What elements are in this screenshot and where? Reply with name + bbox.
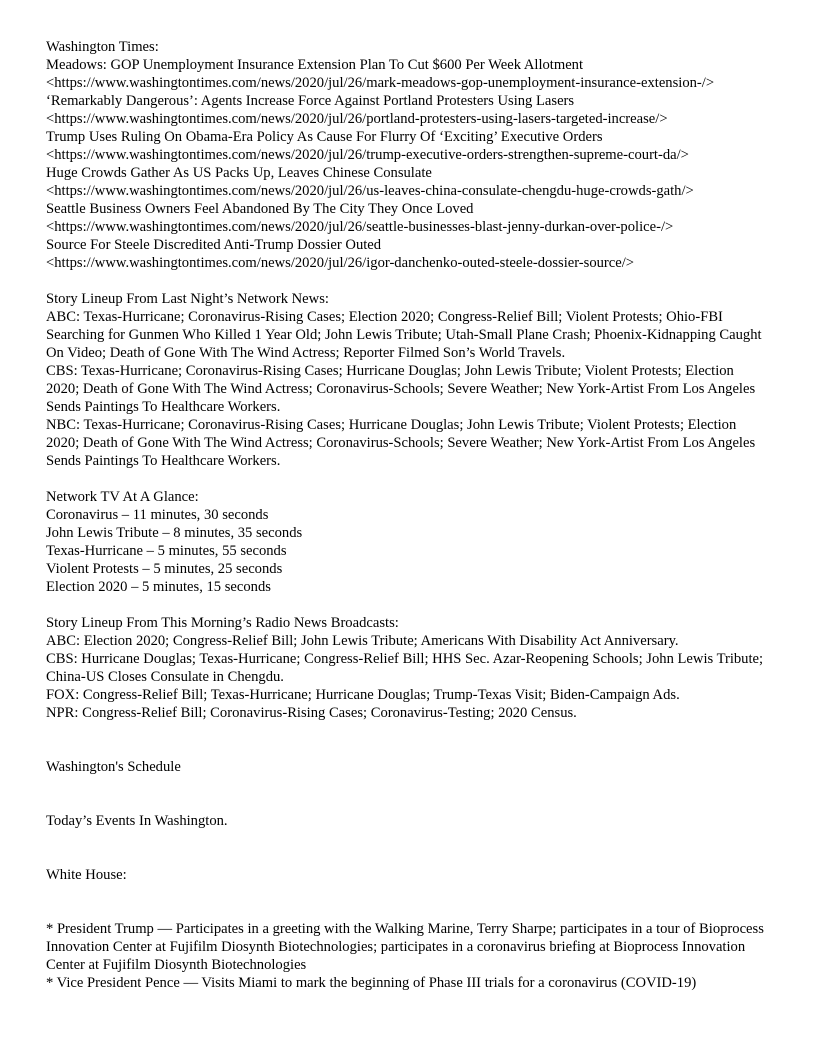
radio-npr: NPR: Congress-Relief Bill; Coronavirus-Rising Cases; Coronavirus-Testing; 2020 Census. [46, 705, 577, 721]
white-house-events [46, 920, 770, 992]
headline-title: Seattle Business Owners Feel Abandoned By The City They Once Loved [46, 201, 474, 217]
glance-heading: Network TV At A Glance: [46, 489, 199, 505]
headline-title: ‘Remarkably Dangerous’: Agents Increase Force Against Portland Protesters Using Lasers [46, 93, 575, 109]
radio-news-section [46, 614, 770, 722]
network-news-heading: Story Lineup From Last Night’s Network News: [46, 291, 329, 307]
radio-cbs: CBS: Hurricane Douglas; Texas-Hurricane; Congress-Relief Bill; HHS Sec. Azar-Reopening Schools; John Lewis Tribute; China-US Closes Consulate in Chengdu. [46, 651, 764, 685]
glance-row: Election 2020 – 5 minutes, 15 seconds [46, 579, 271, 595]
headline-title: Source For Steele Discredited Anti-Trump Dossier Outed [46, 237, 382, 253]
event-trump: * President Trump — Participates in a greeting with the Walking Marine, Terry Sharpe; participates in a tour of Bioprocess Innovation Center at Fujifilm Diosynth Biotechnologies; participates in a coronavirus briefing at Bioprocess Innovation Center at Fujifilm Diosynth Biotechnologies [46, 921, 764, 973]
network-news-abc: ABC: Texas-Hurricane; Coronavirus-Rising Cases; Election 2020; Congress-Relief Bill; Violent Protests; Ohio-FBI Searching for Gunmen Who Killed 1 Year Old; John Lewis Tribute; Utah-Small Plane Crash; Phoenix-Kidnapping Caught On Video; Death of Gone With The Wind Actress; Reporter Filmed Son’s World Travels. [46, 309, 762, 361]
radio-fox: FOX: Congress-Relief Bill; Texas-Hurricane; Hurricane Douglas; Trump-Texas Visit; Biden-Campaign Ads. [46, 687, 680, 703]
headline-link[interactable]: <https://www.washingtontimes.com/news/2020/jul/26/mark-meadows-gop-unemployment-insurance-extension-/> [46, 75, 715, 91]
schedule-heading: Washington's Schedule [46, 759, 181, 775]
radio-abc: ABC: Election 2020; Congress-Relief Bill; John Lewis Tribute; Americans With Disability Act Anniversary. [46, 633, 679, 649]
headline-link[interactable]: <https://www.washingtontimes.com/news/2020/jul/26/trump-executive-orders-strengthen-supreme-court-da/> [46, 147, 689, 163]
headline-link[interactable]: <https://www.washingtontimes.com/news/2020/jul/26/us-leaves-china-consulate-chengdu-huge-crowds-gath/> [46, 183, 694, 199]
glance-row: John Lewis Tribute – 8 minutes, 35 seconds [46, 525, 303, 541]
events-heading: Today’s Events In Washington. [46, 813, 228, 829]
headline-title: Huge Crowds Gather As US Packs Up, Leaves Chinese Consulate [46, 165, 432, 181]
network-news-nbc: NBC: Texas-Hurricane; Coronavirus-Rising Cases; Hurricane Douglas; John Lewis Tribute; Violent Protests; Election 2020; Death of Gone With The Wind Actress; Coronavirus-Schools; Severe Weather; New York-Artist From Los Angeles Sends Paintings To Healthcare Workers. [46, 417, 756, 469]
washington-times-heading: Washington Times: [46, 39, 159, 55]
glance-row: Coronavirus – 11 minutes, 30 seconds [46, 507, 269, 523]
headline-link[interactable]: <https://www.washingtontimes.com/news/2020/jul/26/igor-danchenko-outed-steele-dossier-source/> [46, 255, 635, 271]
headline-title: Trump Uses Ruling On Obama-Era Policy As Cause For Flurry Of ‘Exciting’ Executive Orders [46, 129, 603, 145]
glance-row: Violent Protests – 5 minutes, 25 seconds [46, 561, 283, 577]
radio-heading: Story Lineup From This Morning’s Radio News Broadcasts: [46, 615, 399, 631]
network-glance-section [46, 488, 770, 596]
network-news-cbs: CBS: Texas-Hurricane; Coronavirus-Rising Cases; Hurricane Douglas; John Lewis Tribute; Violent Protests; Election 2020; Death of Gone With The Wind Actress; Coronavirus-Schools; Severe Weather; New York-Artist From Los Angeles Sends Paintings To Healthcare Workers. [46, 363, 756, 415]
event-pence: * Vice President Pence — Visits Miami to mark the beginning of Phase III trials for a coronavirus (COVID-19) [46, 975, 697, 991]
white-house-heading: White House: [46, 867, 127, 883]
headline-title: Meadows: GOP Unemployment Insurance Extension Plan To Cut $600 Per Week Allotment [46, 57, 584, 73]
glance-row: Texas-Hurricane – 5 minutes, 55 seconds [46, 543, 287, 559]
headline-link[interactable]: <https://www.washingtontimes.com/news/2020/jul/26/seattle-businesses-blast-jenny-durkan-over-police-/> [46, 219, 674, 235]
network-news-section [46, 290, 770, 470]
headline-link[interactable]: <https://www.washingtontimes.com/news/2020/jul/26/portland-protesters-using-lasers-targeted-increase/> [46, 111, 668, 127]
washington-times-section [46, 38, 770, 272]
